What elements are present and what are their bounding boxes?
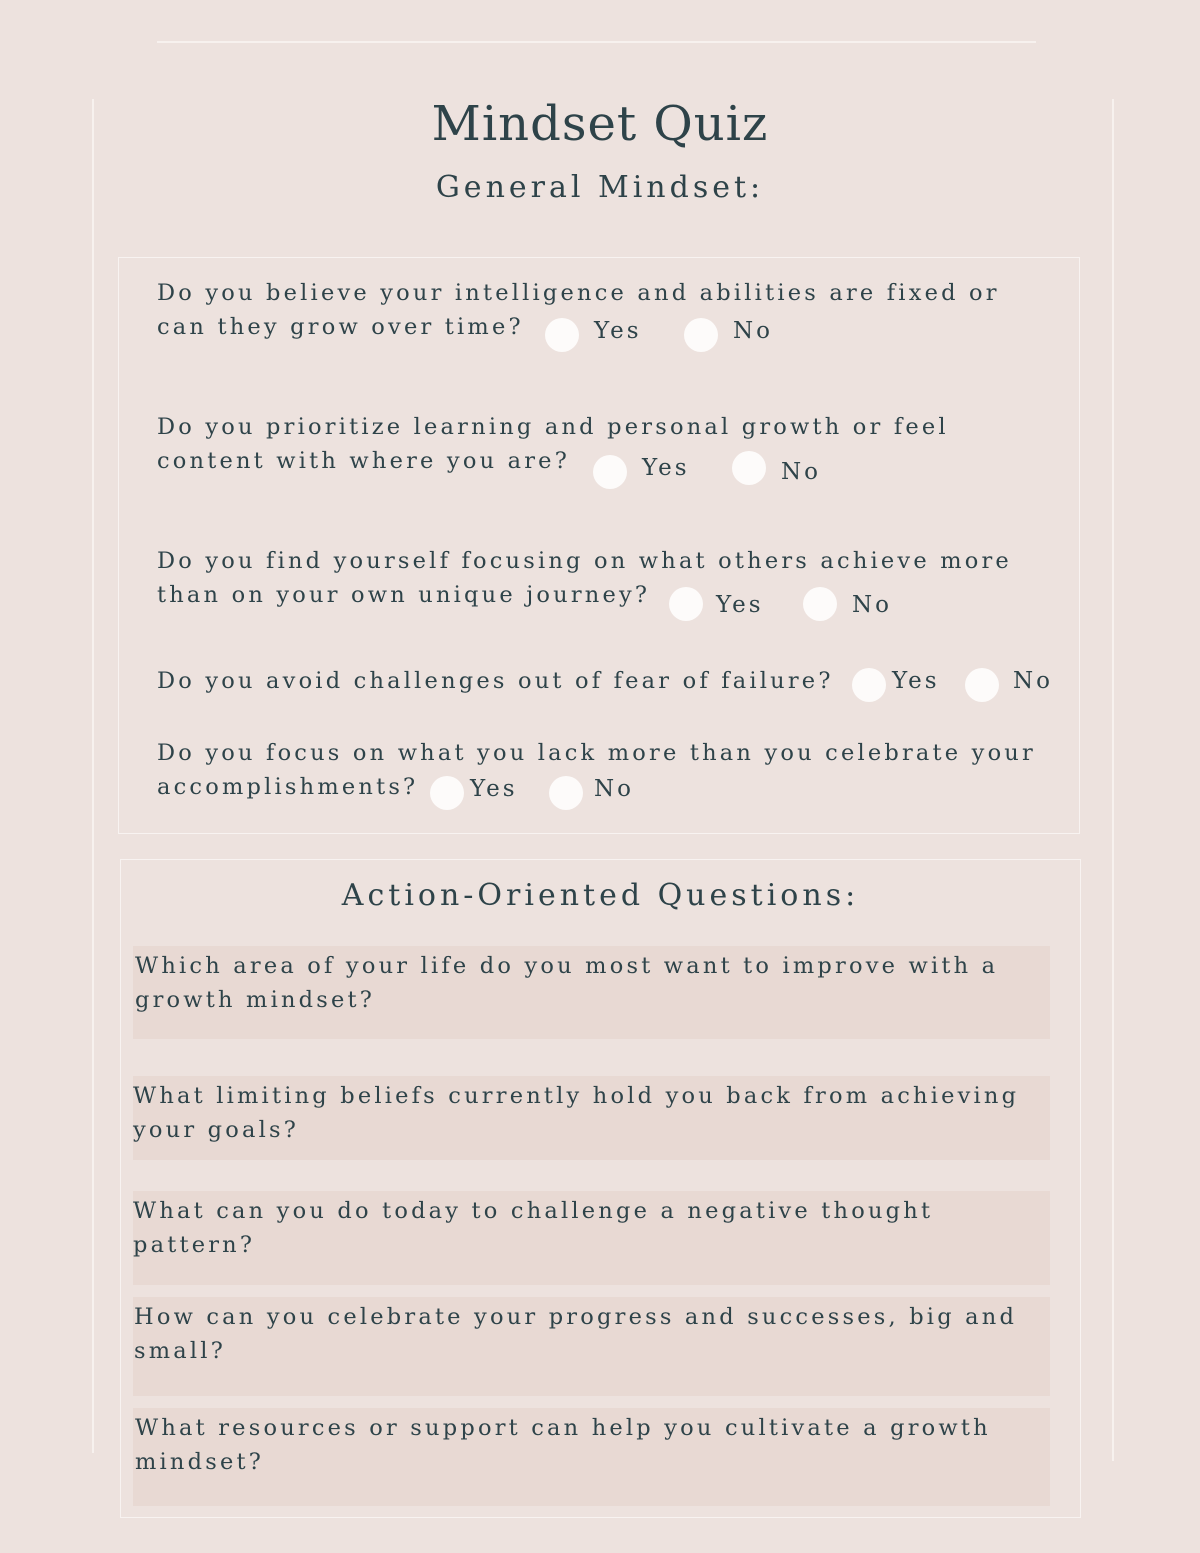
question-text: accomplishments? — [157, 774, 419, 800]
top-divider — [157, 41, 1036, 43]
answer-field[interactable] — [133, 946, 1050, 1039]
no-radio[interactable] — [965, 668, 999, 702]
section-title-general: General Mindset: — [435, 170, 765, 205]
prompt-text: Which area of your life do you most want to improve with a — [135, 953, 999, 979]
section-title-action: Action-Oriented Questions: — [341, 878, 860, 913]
answer-field[interactable] — [133, 1191, 1050, 1285]
question-text: Do you focus on what you lack more than you celebrate your — [157, 740, 1036, 766]
no-label: No — [1013, 668, 1053, 694]
prompt-text: mindset? — [135, 1449, 264, 1475]
question-text: Do you find yourself focusing on what others achieve more — [157, 548, 1012, 574]
answer-field[interactable] — [133, 1408, 1050, 1506]
no-label: No — [594, 776, 634, 802]
prompt-text: What resources or support can help you cultivate a growth — [135, 1415, 991, 1441]
question-text: Do you avoid challenges out of fear of failure? — [157, 668, 834, 694]
yes-label: Yes — [470, 776, 518, 802]
answer-field[interactable] — [133, 1076, 1050, 1160]
yes-radio[interactable] — [545, 318, 579, 352]
question-text: Do you believe your intelligence and abilities are fixed or — [157, 280, 1000, 306]
no-label: No — [733, 318, 773, 344]
prompt-text: small? — [134, 1338, 226, 1364]
no-radio[interactable] — [803, 587, 837, 621]
no-radio[interactable] — [684, 318, 718, 352]
no-radio[interactable] — [732, 451, 766, 485]
prompt-text: What can you do today to challenge a negative thought — [133, 1198, 934, 1224]
no-label: No — [852, 592, 892, 618]
question-text: than on your own unique journey? — [157, 582, 651, 608]
right-border-line — [1112, 99, 1114, 1461]
page-title: Mindset Quiz — [431, 96, 769, 152]
prompt-text: How can you celebrate your progress and successes, big and — [134, 1304, 1018, 1330]
question-text: Do you prioritize learning and personal growth or feel — [157, 414, 949, 440]
question-3 — [157, 544, 1062, 612]
question-text: content with where you are? — [157, 448, 570, 474]
prompt-text: pattern? — [133, 1232, 256, 1258]
yes-radio[interactable] — [430, 776, 464, 810]
prompt-text: What limiting beliefs currently hold you back from achieving — [133, 1083, 1020, 1109]
yes-label: Yes — [716, 592, 764, 618]
prompt-text: growth mindset? — [135, 987, 376, 1013]
yes-label: Yes — [594, 318, 642, 344]
left-border-line — [92, 99, 94, 1453]
yes-radio[interactable] — [669, 587, 703, 621]
no-label: No — [781, 459, 821, 485]
question-text: can they grow over time? — [157, 314, 524, 340]
yes-label: Yes — [892, 668, 940, 694]
answer-field[interactable] — [133, 1297, 1050, 1396]
no-radio[interactable] — [549, 776, 583, 810]
prompt-text: your goals? — [133, 1117, 300, 1143]
yes-label: Yes — [642, 455, 690, 481]
yes-radio[interactable] — [593, 455, 627, 489]
yes-radio[interactable] — [852, 668, 886, 702]
